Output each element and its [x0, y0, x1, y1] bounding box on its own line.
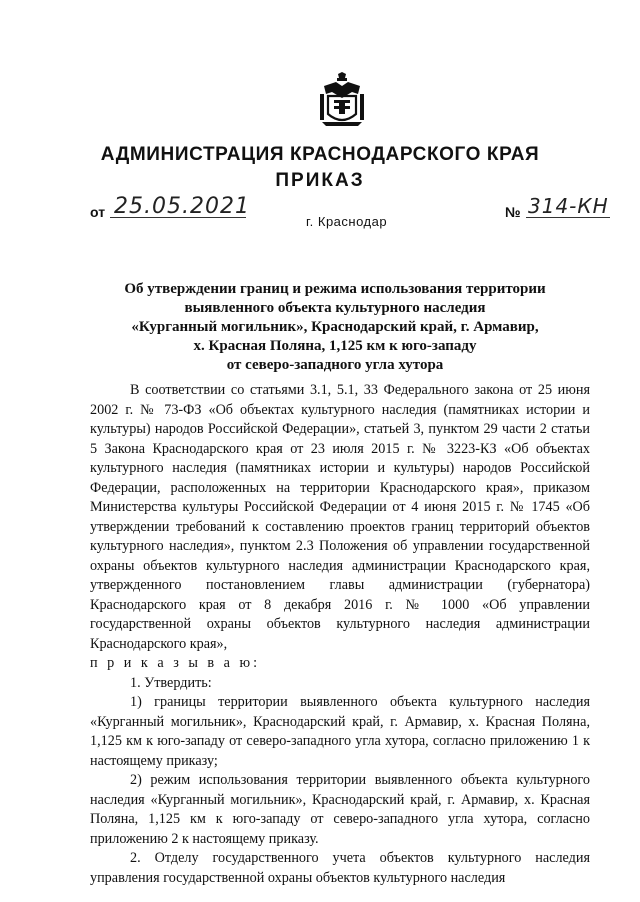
coat-of-arms-emblem [318, 72, 366, 128]
title-line: «Курганный могильник», Краснодарский край, г. Армавир, [131, 319, 539, 335]
date-underline [110, 217, 246, 218]
title-line: от северо-западного угла хутора [226, 357, 444, 373]
handwritten-number: 314-КН [528, 194, 609, 218]
title-line: Об утверждении границ и режима использования территории [124, 281, 546, 297]
number-underline [526, 217, 610, 218]
title-line: х. Красная Поляна, 1,125 км к юго-западу [193, 338, 477, 354]
order-word: п р и к а з ы в а ю: [90, 655, 261, 671]
item-2: 2. Отделу государственного учета объектов культурного наследия управления государственной охраны объектов культурного наследия [90, 850, 590, 886]
document-body [90, 381, 590, 888]
preamble-paragraph: В соответствии со статьями 3.1, 5.1, 33 Федерального закона от 25 июня 2002 г. № 73-ФЗ «Об объектах культурного наследия (памятниках истории и культуры) народов Российской Федерации», статьей 3, пунктом 29 части 2 статьи 5 Закона Краснодарского края от 23 июля 2015 г. № 3223-КЗ «Об объектах культурного наследия (памятниках истории и культуры) народов Российской Федерации, расположенных на территории Краснодарского края», приказом Министерства культуры Российской Федерации от 4 июня 2015 г. № 1745 «Об утверждении требований к составлению проектов границ территорий объектов культурного наследия», пунктом 2.3 Положения об управлении государственной охраны объектов культурного наследия администрации Краснодарского края, утвержденного постановлением главы администрации (губернатора) Краснодарского края от 8 декабря 2016 г. № 1000 «Об управлении государственной охраны объектов культурного наследия администрации Краснодарского края», [90, 382, 590, 652]
document-title [90, 280, 580, 375]
city-label: г. Краснодар [306, 214, 388, 229]
document-type-heading: ПРИКАЗ [275, 170, 365, 191]
item-1-2: 2) режим использования территории выявленного объекта культурного наследия «Курганный могильник», Краснодарский край, г. Армавир, х. Красная Поляна, 1,125 км к юго-западу от северо-западного угла хутора, согласно приложению 2 к настоящему приказу. [90, 772, 590, 847]
handwritten-date: 25.05.2021 [114, 194, 250, 219]
organization-heading: АДМИНИСТРАЦИЯ КРАСНОДАРСКОГО КРАЯ [100, 144, 540, 165]
item-1-1: 1) границы территории выявленного объекта культурного наследия «Курганный могильник», Краснодарский край, г. Армавир, х. Красная Поляна, 1,125 км к юго-западу от северо-западного угла хутора, согласно приложению 1 к настоящему приказу; [90, 694, 590, 769]
item-1: 1. Утвердить: [130, 674, 212, 691]
title-line: выявленного объекта культурного наследия [184, 300, 486, 316]
date-prefix: от [90, 204, 106, 220]
number-prefix: № [505, 204, 521, 220]
